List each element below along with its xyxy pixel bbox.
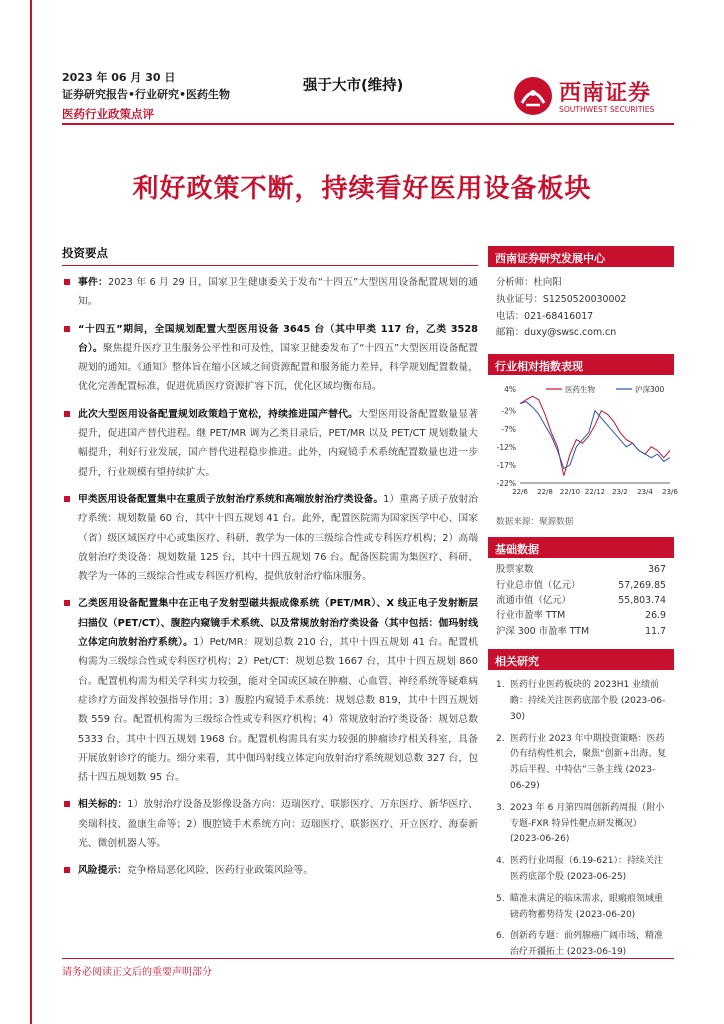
summary-point [62,320,478,397]
summary-section [62,245,478,881]
point-lead: 此次大型医用设备配置规划政策趋于宽松，持续推进国产替代。 [78,408,359,420]
related-num: 4. [496,856,505,867]
related-item[interactable] [496,801,668,848]
bullet-square-icon [64,279,70,285]
point-text: 2023 年 6 月 29 日，国家卫生健康委关于发布“十四五”大型医用设备配置规划的通知。 [78,277,479,308]
y-tick-label: -2% [501,406,516,416]
basic-data-value: 11.7 [645,625,666,637]
x-tick-label: 22/6 [512,488,528,497]
related-num: 1. [496,680,505,691]
basic-data-row [496,624,666,639]
basic-data-row [496,593,666,608]
legend-label: 沪深300 [635,385,665,395]
chart-source: 数据来源：聚源数据 [496,517,574,528]
point-lead: 甲类医用设备配置集中在重质子放射治疗系统和高端放射治疗类设备。 [78,493,384,505]
bullet-square-icon [64,600,70,606]
point-lead: 风险提示： [78,865,127,877]
index-chart [488,381,678,509]
basic-data-label: 沪深 300 市盈率 TTM [496,625,590,637]
x-tick-label: 22/8 [537,488,553,497]
series-line [520,402,670,469]
left-accent-bar [30,0,32,1024]
chart-svg [488,381,678,505]
chart-heading: 行业相对指数表现 [488,354,674,375]
related-num: 2. [496,733,505,744]
logo-name: 西南证券 [559,81,652,106]
point-text: 1）Pet/MR：规划总数 210 台，其中十四五规划 41 台。配置机构需为三级综合性或专科医疗机构；2）Pet/CT：规划总数 1667 台，其中十四五规划 860 台。配置机构需为相关学科实力较强，能对全国或区域在肿瘤、心血管、神经系统等疑难病症诊疗方面发挥较强指导作用；3）腹腔内窥镜手术系统：规划总数 819，其中十四五规划数 559 台。配置机构需为三级综合性或专科医疗机构；4）常规放射治疗类设备：规划总数 5333 台，其中十四五规划 1968 台。配置机构需具有实力较强的肿瘤诊疗相关科室，具备开展放射诊疗的能力。细分来看，其中伽玛射线立体定向放射治疗系统规划总数 327 台，包括十四五规划数 95 台。 [78,637,479,784]
summary-point [62,861,478,880]
related-heading: 相关研究 [488,649,674,670]
related-text: 创新药专题：前列腺癌广阔市场，精准治疗开疆拓土 (2023-06-19) [510,931,664,958]
footer-divider [62,958,674,959]
bullet-square-icon [64,496,70,502]
point-text: 大型医用设备配置数量显著提升，促进国产替代进程。继 PET/MR 调为乙类目录后，PET/MR 以及 PET/CT 规划数量大幅提升，利好行业发展，国产替代进程稳步推进。此外，内窥镜手术系统配置数量也进一步提升，行业规模有望持续扩大。 [78,408,479,478]
related-item[interactable] [496,929,668,961]
summary-point [62,273,478,312]
series-line [520,396,670,476]
bullet-square-icon [64,801,70,807]
basic-data-row [496,562,666,577]
basic-data-value: 55,803.74 [618,595,666,606]
team-heading: 西南证券研究发展中心 [488,246,674,267]
analyst-license: 执业证号：S1250520030002 [496,293,627,305]
analyst-info [488,267,674,342]
point-lead: 事件： [78,277,108,288]
summary-point [62,594,478,787]
related-num: 5. [496,893,505,904]
bullet-square-icon [64,411,70,417]
basic-data-label: 流通市值（亿元） [496,595,572,606]
related-list [488,670,674,961]
header-divider [62,123,674,125]
basic-data-label: 行业总市值（亿元） [496,579,581,591]
point-text: 1）重离子质子放射治疗系统：规划数量 60 台，其中十四五规划 41 台。此外，配置医院需为国家医学中心、国家（省）级区域医疗中心或集医疗、科研、教学为一体的三级综合性或专科医疗机构；2）高端放射治疗类设备：规划数量 125 台，其中十四五规划 76 台。配备医院需为集医疗、科研、教学为一体的三级综合性或专科医疗机构，提供放射治疗临床服务。 [78,493,479,583]
rating: 强于大市(维持) [303,78,404,94]
analyst-email[interactable]: 邮箱：duxy@swsc.com.cn [496,327,617,339]
footer-disclaimer: 请务必阅读正文后的重要声明部分 [62,967,212,978]
basic-data-row [496,578,666,593]
related-num: 3. [496,802,505,813]
basic-data-label: 股票家数 [496,564,534,576]
point-text: 1）放射治疗设备及影像设备方向：迈瑞医疗、联影医疗、万东医疗、新华医疗、奕瑞科技、盈康生命等；2）腹腔镜手术系统方向：迈瑞医疗、联影医疗、开立医疗、海泰新光、微创机器人等。 [78,799,479,850]
legend-label: 医药生物 [565,385,595,395]
point-lead: 相关标的： [78,799,128,811]
basic-data-value: 57,269.85 [618,579,666,591]
analyst-name: 分析师：杜向阳 [496,277,562,288]
point-text: 聚焦提升医疗卫生服务公平性和可及性，国家卫健委发布了“十四五”大型医用设备配置规划的通知。《通知》整体旨在缩小区域之间资源配置和服务能力差异，科学规划配置数量，优化完善配置标准，促进优质医疗资源扩容下沉，优化区域均衡布局。 [78,342,478,393]
summary-point [62,405,478,482]
related-item[interactable] [496,854,668,886]
basic-data-row [496,608,666,623]
related-item[interactable] [496,892,668,924]
report-category: 医药行业政策点评 [62,107,154,121]
x-tick-label: 22/12 [584,488,606,497]
summary-points [62,273,478,881]
bullet-square-icon [64,867,70,873]
y-tick-label: -17% [496,461,516,471]
y-tick-label: 4% [504,385,516,395]
point-lead: “十四五”期间，全国规划配置大型医用设备 3645 台（其中甲类 117 台，乙类 3528 台）。 [78,323,478,354]
point-lead: 乙类医用设备配置集中在正电子发射型磁共振成像系统（PET/MR）、X 线正电子发射断层扫描仪（PET/CT）、腹腔内窥镜手术系统、以及常规放射治疗类设备（其中包括：伽玛射线立体定向放射治疗系统）。 [78,598,478,649]
summary-point [62,795,478,853]
x-tick-label: 22/10 [559,488,581,497]
logo-english: SOUTHWEST SECURITIES [559,105,655,114]
sidebar [488,246,678,967]
report-type: 证券研究报告•行业研究•医药生物 [62,88,231,101]
report-date: 2023 年 06 月 30 日 [62,71,176,84]
related-num: 6. [496,931,505,942]
basic-data-value: 367 [648,564,666,576]
analyst-phone: 电话：021-68416017 [496,310,594,322]
related-text: 瞄准未满足的临床需求，眼瘢痕领域重磅药物蓄势待发 (2023-06-20) [510,893,664,920]
point-text: 竞争格局恶化风险、医药行业政策风险等。 [126,865,314,877]
company-logo [512,72,674,120]
related-item[interactable] [496,678,668,725]
summary-heading: 投资要点 [62,245,478,266]
report-title: 利好政策不断，持续看好医用设备板块 [132,174,592,204]
x-tick-label: 23/4 [637,488,653,497]
bullet-square-icon [64,326,70,332]
logo-mark-icon [512,75,554,117]
y-tick-label: -22% [496,479,516,489]
x-tick-label: 23/6 [662,488,678,497]
related-item[interactable] [496,732,668,795]
basic-data-heading: 基础数据 [488,537,674,558]
x-tick-label: 23/2 [612,488,628,497]
related-text: 医药行业周报（6.19-621）：持续关注医药底部个股 (2023-06-25) [510,856,663,882]
y-tick-label: -12% [496,443,516,453]
summary-point [62,490,478,586]
related-text: 医药行业 2023 年中期投资策略：医药仍有结构性机会，聚焦“创新+出海、复苏后半程、中特估”三条主线 (2023-06-29) [510,733,667,791]
basic-data-label: 行业市盈率 TTM [496,610,566,622]
related-text: 2023 年 6 月第四周创新药周报（附小专题-FXR 特异性靶点研发概况）(2023-06-26) [510,802,665,845]
basic-data-table [488,558,674,639]
related-text: 医药行业医药板块的 2023H1 业绩前瞻：持续关注医药底部个股 (2023-06-30) [510,680,666,722]
y-tick-label: -7% [501,424,516,434]
basic-data-value: 26.9 [645,610,666,622]
